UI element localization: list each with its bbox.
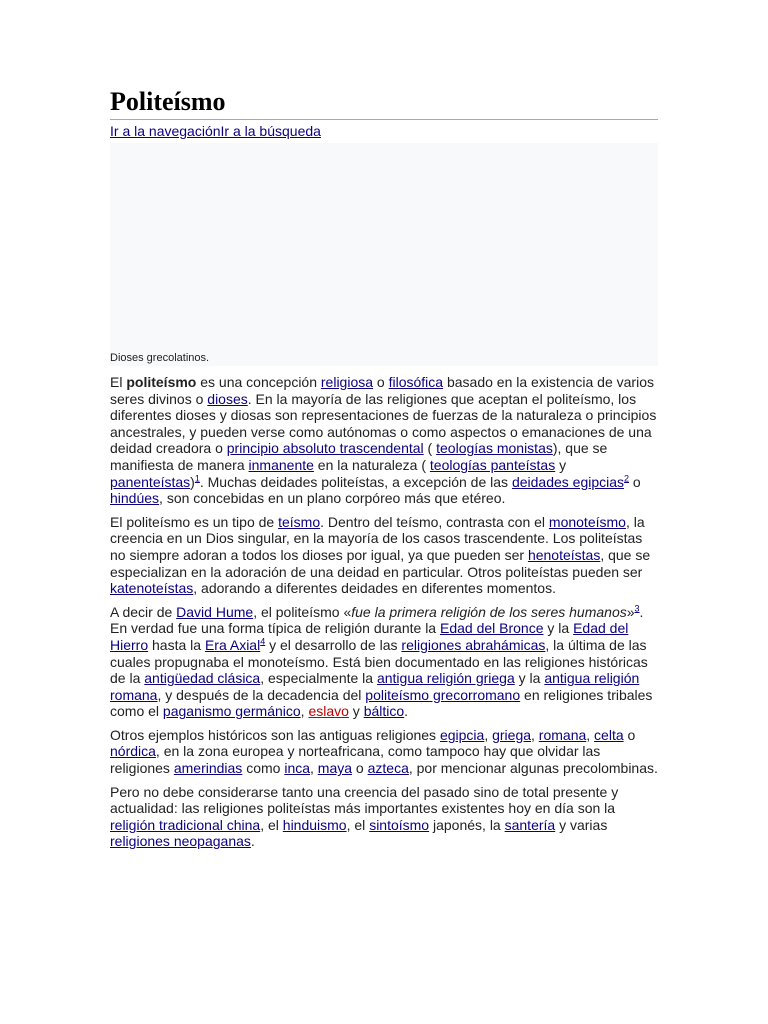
link-dioses[interactable]: dioses [207,390,248,407]
link-hinduismo[interactable]: hinduismo [282,816,347,833]
text: El politeísmo es un tipo de [110,513,279,530]
text: o [373,374,389,390]
link-panenteistas[interactable]: panenteístas [110,473,191,490]
text: A decir de [110,603,177,620]
text: . En la mayoría de las religiones que aceptan el politeísmo, los diferentes dioses y diosas son representaciones de fuerzas de la naturaleza o principios ancestrales, y pueden verse como autónomas o como aspectos o emanaciones de una deidad creadora o [110,390,657,457]
paragraph-5 [110,784,658,850]
text: , [310,760,318,777]
link-teologias-monistas[interactable]: teologías monistas [436,440,553,457]
text: . Muchas deidades politeístas, a excepción de las [199,473,512,490]
link-hindues[interactable]: hindúes [110,490,160,507]
link-deidades-egipcias[interactable]: deidades egipcias [511,473,625,490]
reference-link-2[interactable]: 2 [624,472,630,483]
reference-link-1[interactable]: 1 [194,472,200,483]
article-body [110,374,658,850]
paragraph-4 [110,727,658,777]
text: y [348,703,364,720]
reference-link-4[interactable]: 4 [260,636,266,647]
link-monoteismo[interactable]: monoteísmo [548,513,626,530]
text: , el [260,816,283,833]
link-politeismo-grecorromano[interactable]: politeísmo grecorromano [365,686,521,703]
article-image[interactable] [110,143,658,366]
paragraph-2 [110,514,658,597]
link-edad-del-bronce[interactable]: Edad del Bronce [439,620,544,637]
link-edad-del-hierro[interactable]: Edad del Hierro [110,620,629,653]
link-david-hume[interactable]: David Hume [176,603,254,620]
text: . Dentro del teísmo, contrasta con el [320,513,549,530]
link-antiguedad-clasica[interactable]: antigüedad clásica [144,670,261,687]
link-griega[interactable]: griega [492,726,532,743]
text: , la creencia en un Dios singular, en la mayoría de los casos trascendente. Los politeístas no siempre adoran a todos los dioses por igual, ya que pueden ser [110,513,645,563]
text: basado en la existencia de varios seres divinos o [110,374,654,407]
text: o [623,726,636,743]
skip-to-navigation-link[interactable]: Ir a la navegación [110,123,221,139]
text: ( [423,440,437,457]
link-katenoteistas[interactable]: katenoteístas [110,580,194,597]
text: , especialmente la [260,670,377,687]
link-antigua-religion-griega[interactable]: antigua religión griega [376,670,515,687]
text: y la [514,670,545,687]
link-nordica[interactable]: nórdica [110,743,156,760]
link-filosofica[interactable]: filosófica [388,374,444,390]
text: y el desarrollo de las [265,636,402,653]
text: como [242,760,285,777]
link-principio-absoluto[interactable]: principio absoluto trascendental [226,440,424,457]
text: . En verdad fue una forma típica de religión durante la [110,603,644,637]
page-title: Politeísmo [110,86,658,120]
link-romana[interactable]: romana [538,726,587,743]
paragraph-1 [110,374,658,507]
link-paganismo-germanico[interactable]: paganismo germánico [162,703,301,720]
link-eslavo[interactable]: eslavo [308,703,349,720]
skip-links [110,123,658,140]
text: , en la zona europea y norteafricana, como tampoco hay que olvidar las religiones [110,743,601,777]
text: Otros ejemplos históricos son las antiguas religiones [110,726,440,743]
text: . [250,833,255,850]
link-henoteistas[interactable]: henoteístas [527,546,601,563]
image-caption: Dioses grecolatinos. [110,352,210,364]
text: , y después de la decadencia del [157,686,366,703]
link-antigua-religion-romana[interactable]: antigua religión romana [110,670,640,703]
link-amerindias[interactable]: amerindias [173,760,243,777]
link-inmanente[interactable]: inmanente [248,456,314,473]
link-religion-tradicional-china[interactable]: religión tradicional china [110,816,261,833]
text: , que se especializan en la adoración de una deidad en particular. Otros politeístas pueden ser [110,546,651,580]
text: ) [190,473,195,490]
link-santeria[interactable]: santería [504,816,556,833]
link-sintoismo[interactable]: sintoísmo [369,816,430,833]
quote-text: fue la primera religión de los seres humanos [351,603,627,620]
link-maya[interactable]: maya [317,760,353,777]
text: en la naturaleza ( [313,456,430,473]
link-religiosa[interactable]: religiosa [320,374,374,390]
link-baltico[interactable]: báltico [363,703,405,720]
text: y la [543,620,574,637]
text: El [110,374,127,390]
skip-to-search-link[interactable]: Ir a la búsqueda [220,123,321,139]
text: , por mencionar algunas precolombinas. [408,760,658,777]
link-religiones-abrahamicas[interactable]: religiones abrahámicas [401,636,546,653]
text: o [352,760,368,777]
text: , [484,726,493,743]
text: , [300,703,309,720]
link-era-axial[interactable]: Era Axial [204,636,261,653]
link-teologias-panteistas[interactable]: teologías panteístas [429,456,556,473]
link-teismo[interactable]: teísmo [278,513,321,530]
text: Pero no debe considerarse tanto una creencia del pasado sino de total presente y actualidad: las religiones politeístas más importantes existentes hoy en día son la [110,783,619,817]
text: y varias [555,816,608,833]
reference-link-3[interactable]: 3 [634,603,640,614]
link-religiones-neopaganas[interactable]: religiones neopaganas [110,833,251,850]
text: en religiones tribales como el [110,686,653,720]
text: , el politeísmo « [253,603,352,620]
text: y [555,456,567,473]
text: o [629,473,641,490]
text: » [626,603,635,620]
text: , el [346,816,370,833]
text: hasta la [148,636,205,653]
text: japonés, la [429,816,505,833]
bold-term: politeísmo [126,374,197,390]
link-inca[interactable]: inca [284,760,311,777]
paragraph-3 [110,604,658,720]
text: , la última de las cuales propugnaba el monoteísmo. Está bien documentado en las religiones históricas de la [110,636,648,687]
article [110,80,658,857]
text: ), que se manifiesta de manera [110,440,608,473]
text: , [586,726,595,743]
text: . [404,703,409,720]
text: , son concebidas en un plano corpóreo más que etéreo. [159,490,506,507]
link-celta[interactable]: celta [594,726,624,743]
link-egipcia[interactable]: egipcia [439,726,485,743]
text: es una concepción [196,374,321,390]
text: , adorando a diferentes deidades en diferentes momentos. [193,580,556,597]
link-azteca[interactable]: azteca [367,760,409,777]
text: , [531,726,539,743]
